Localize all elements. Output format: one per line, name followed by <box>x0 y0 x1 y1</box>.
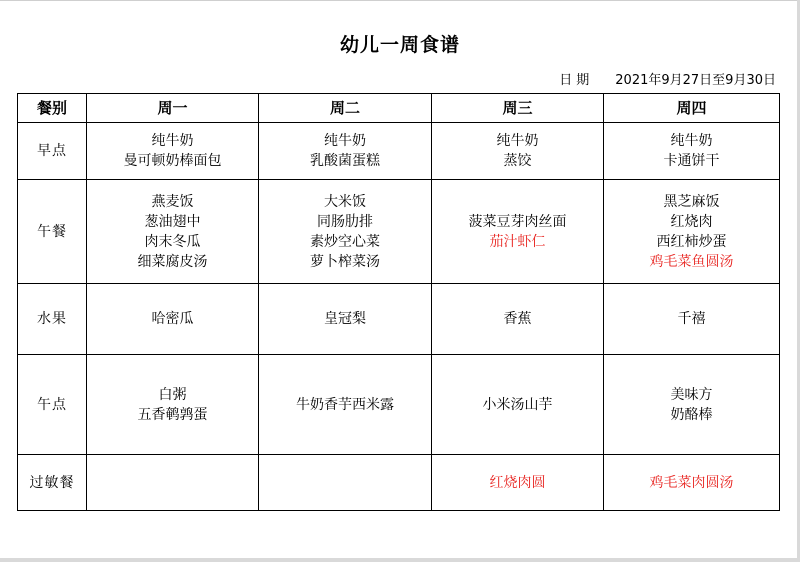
table-row-fruit <box>18 284 780 355</box>
menu-cell-lunch-monday <box>87 180 259 284</box>
menu-cell-lunch-thursday <box>604 180 780 284</box>
row-label-allergy-meal: 过敏餐 <box>18 455 87 511</box>
header-meal-type: 餐别 <box>18 94 87 123</box>
dish-item: 肉末冬瓜 <box>144 233 201 250</box>
page-title: 幼儿一周食谱 <box>339 34 460 56</box>
menu-cell-morning-snack-monday <box>87 123 259 180</box>
date-line <box>559 69 776 88</box>
dish-item: 葱油翅中 <box>144 213 201 230</box>
dish-item: 黑芝麻饭 <box>663 193 720 210</box>
dish-item: 菠菜豆芽肉丝面 <box>468 213 567 230</box>
dish-item: 五香鹌鹑蛋 <box>137 406 208 423</box>
header-wednesday: 周三 <box>432 94 604 123</box>
dish-item: 乳酸菌蛋糕 <box>310 153 380 169</box>
row-label-fruit: 水果 <box>18 284 87 355</box>
menu-cell-fruit-tuesday <box>259 284 432 355</box>
dish-item: 蒸饺 <box>503 153 532 169</box>
dish-item: 纯牛奶 <box>496 133 539 149</box>
menu-cell-fruit-wednesday <box>432 284 604 355</box>
dish-item: 素炒空心菜 <box>310 233 380 250</box>
dish-item: 西红柿炒蛋 <box>656 233 727 250</box>
header-tuesday: 周二 <box>259 94 432 123</box>
dish-item: 牛奶香芋西米露 <box>296 396 394 413</box>
menu-cell-fruit-thursday <box>604 284 780 355</box>
menu-cell-morning-snack-tuesday <box>259 123 432 180</box>
dish-item: 纯牛奶 <box>324 133 366 149</box>
dish-item: 卡通饼干 <box>663 153 720 169</box>
menu-cell-allergy-meal-thursday <box>604 455 780 511</box>
dish-item: 香蕉 <box>503 311 532 327</box>
date-value: 2021年9月27日至9月30日 <box>615 73 776 88</box>
menu-cell-afternoon-snack-wednesday <box>432 355 604 455</box>
date-label: 日期 <box>559 73 594 88</box>
dish-item: 纯牛奶 <box>151 133 194 149</box>
menu-cell-fruit-monday <box>87 284 259 355</box>
menu-cell-allergy-meal-tuesday <box>259 455 432 511</box>
menu-cell-morning-snack-thursday <box>604 123 780 180</box>
menu-cell-afternoon-snack-thursday <box>604 355 780 455</box>
dish-item: 细菜腐皮汤 <box>137 253 208 270</box>
menu-cell-afternoon-snack-monday <box>87 355 259 455</box>
header-monday: 周一 <box>87 94 259 123</box>
dish-item: 同肠肋排 <box>317 213 373 230</box>
row-label-morning-snack: 早点 <box>18 123 87 180</box>
row-label-afternoon-snack: 午点 <box>18 355 87 455</box>
menu-cell-lunch-tuesday <box>259 180 432 284</box>
menu-cell-allergy-meal-monday <box>87 455 259 511</box>
row-label-lunch: 午餐 <box>18 180 87 284</box>
table-row-lunch <box>18 180 780 284</box>
dish-item: 曼可顿奶棒面包 <box>123 153 222 169</box>
dish-item: 萝卜榨菜汤 <box>310 253 380 270</box>
dish-item: 大米饭 <box>324 193 366 210</box>
dish-item: 小米汤山芋 <box>482 396 553 413</box>
frame-bottom-border <box>0 558 800 562</box>
dish-item: 皇冠梨 <box>324 311 366 327</box>
dish-item: 白粥 <box>158 386 187 403</box>
table-row-allergy-meal <box>18 455 780 511</box>
menu-cell-allergy-meal-wednesday <box>432 455 604 511</box>
dish-item: 奶酪棒 <box>670 406 713 423</box>
table-row-morning-snack <box>18 123 780 180</box>
menu-cell-lunch-wednesday <box>432 180 604 284</box>
dish-item: 鸡毛菜鱼圆汤 <box>649 253 734 270</box>
dish-item: 鸡毛菜肉圆汤 <box>649 474 734 491</box>
dish-item: 燕麦饭 <box>151 193 194 210</box>
dish-item: 千禧 <box>677 311 706 327</box>
menu-cell-morning-snack-wednesday <box>432 123 604 180</box>
header-thursday: 周四 <box>604 94 780 123</box>
table-header-row <box>18 94 780 123</box>
dish-item: 红烧肉 <box>670 213 713 230</box>
dish-item: 哈密瓜 <box>151 311 194 327</box>
weekly-menu-table <box>17 93 780 511</box>
dish-item: 美味方 <box>670 386 713 403</box>
frame-top-border <box>0 0 799 1</box>
menu-cell-afternoon-snack-tuesday <box>259 355 432 455</box>
dish-item: 茄汁虾仁 <box>489 233 546 250</box>
dish-item: 红烧肉圆 <box>489 474 546 491</box>
dish-item: 纯牛奶 <box>670 133 713 149</box>
table-row-afternoon-snack <box>18 355 780 455</box>
